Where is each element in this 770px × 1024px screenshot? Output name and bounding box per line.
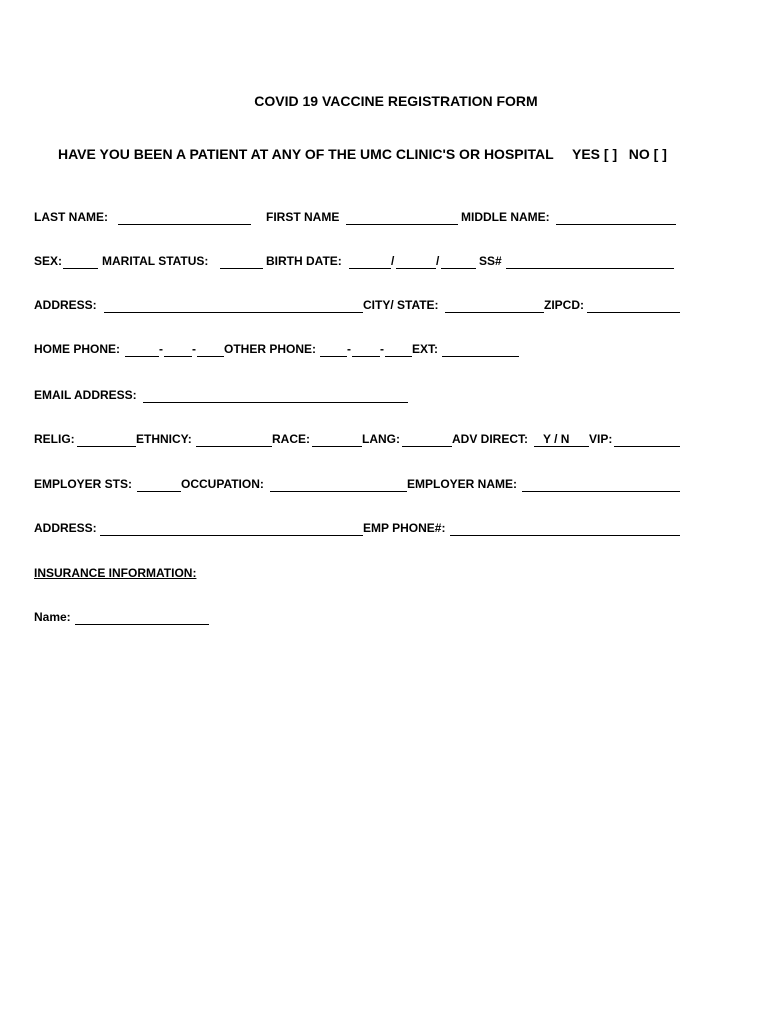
- ss-field[interactable]: [506, 254, 674, 269]
- adv-direct-options[interactable]: Y / N: [543, 432, 570, 446]
- first-name-field[interactable]: [346, 210, 458, 225]
- birth-date-separator: /: [436, 254, 440, 268]
- vip-label: VIP:: [589, 432, 613, 446]
- ext-field[interactable]: [442, 342, 519, 357]
- middle-name-label: MIDDLE NAME:: [461, 210, 550, 224]
- address-row: [34, 298, 684, 316]
- birth-month-field[interactable]: [349, 254, 391, 269]
- race-field[interactable]: [312, 432, 362, 447]
- lang-field[interactable]: [402, 432, 452, 447]
- ethnicy-field[interactable]: [196, 432, 272, 447]
- ethnicy-label: ETHNICY:: [136, 432, 192, 446]
- middle-name-field[interactable]: [556, 210, 676, 225]
- home-phone-prefix-field[interactable]: [164, 342, 192, 357]
- zipcd-field[interactable]: [587, 298, 680, 313]
- lang-label: LANG:: [362, 432, 400, 446]
- birth-year-field[interactable]: [441, 254, 476, 269]
- employer-sts-field[interactable]: [137, 477, 181, 492]
- ext-label: EXT:: [412, 342, 439, 356]
- relig-field[interactable]: [77, 432, 136, 447]
- zipcd-label: ZIPCD:: [544, 298, 584, 312]
- form-title: COVID 19 VACCINE REGISTRATION FORM: [254, 93, 538, 109]
- emp-phone-field[interactable]: [450, 521, 680, 536]
- employer-name-field[interactable]: [522, 477, 680, 492]
- city-state-label: CITY/ STATE:: [363, 298, 439, 312]
- email-field[interactable]: [143, 388, 408, 403]
- other-phone-line-field[interactable]: [385, 342, 412, 357]
- other-phone-area-field[interactable]: [320, 342, 347, 357]
- other-phone-label: OTHER PHONE:: [224, 342, 317, 356]
- email-label: EMAIL ADDRESS:: [34, 388, 137, 402]
- adv-direct-label: ADV DIRECT:: [452, 432, 529, 446]
- relig-label: RELIG:: [34, 432, 75, 446]
- occupation-label: OCCUPATION:: [181, 477, 264, 491]
- insurance-name-row: [34, 610, 684, 628]
- emp-phone-label: EMP PHONE#:: [363, 521, 446, 535]
- vip-field[interactable]: [614, 432, 680, 447]
- patient-yes-no: [572, 146, 667, 162]
- yes-checkbox[interactable]: YES [ ]: [572, 146, 618, 162]
- insurance-name-label: Name:: [34, 610, 71, 624]
- first-name-label: FIRST NAME: [266, 210, 340, 224]
- phone-separator: -: [347, 342, 351, 356]
- employer-address-row: [34, 521, 684, 539]
- last-name-field[interactable]: [118, 210, 251, 225]
- address-field[interactable]: [104, 298, 363, 313]
- occupation-field[interactable]: [270, 477, 407, 492]
- birth-date-label: BIRTH DATE:: [266, 254, 342, 268]
- home-phone-label: HOME PHONE:: [34, 342, 121, 356]
- home-phone-area-field[interactable]: [125, 342, 159, 357]
- ss-label: SS#: [479, 254, 502, 268]
- phone-separator: -: [159, 342, 163, 356]
- personal-row: [34, 254, 684, 272]
- marital-status-label: MARITAL STATUS:: [102, 254, 209, 268]
- insurance-heading: INSURANCE INFORMATION:: [34, 566, 197, 580]
- phone-separator: -: [192, 342, 196, 356]
- birth-day-field[interactable]: [396, 254, 436, 269]
- sex-label: SEX:: [34, 254, 63, 268]
- name-row: [34, 210, 684, 228]
- patient-question-text: HAVE YOU BEEN A PATIENT AT ANY OF THE UMC CLINIC'S OR HOSPITAL: [58, 146, 554, 162]
- demographics-row: [34, 432, 684, 450]
- employer-row: [34, 477, 684, 495]
- last-name-label: LAST NAME:: [34, 210, 108, 224]
- employer-name-label: EMPLOYER NAME:: [407, 477, 518, 491]
- patient-question: [58, 146, 667, 162]
- other-phone-prefix-field[interactable]: [352, 342, 380, 357]
- city-state-field[interactable]: [445, 298, 544, 313]
- phone-row: [34, 342, 684, 360]
- phone-separator: -: [380, 342, 384, 356]
- address-label: ADDRESS:: [34, 298, 97, 312]
- sex-field[interactable]: [63, 254, 98, 269]
- home-phone-line-field[interactable]: [197, 342, 224, 357]
- employer-sts-label: EMPLOYER STS:: [34, 477, 133, 491]
- employer-address-field[interactable]: [100, 521, 363, 536]
- employer-address-label: ADDRESS:: [34, 521, 97, 535]
- no-checkbox[interactable]: NO [ ]: [628, 146, 667, 162]
- email-row: [34, 388, 684, 406]
- marital-status-field[interactable]: [220, 254, 263, 269]
- birth-date-separator: /: [391, 254, 395, 268]
- race-label: RACE:: [272, 432, 310, 446]
- insurance-name-field[interactable]: [75, 610, 209, 625]
